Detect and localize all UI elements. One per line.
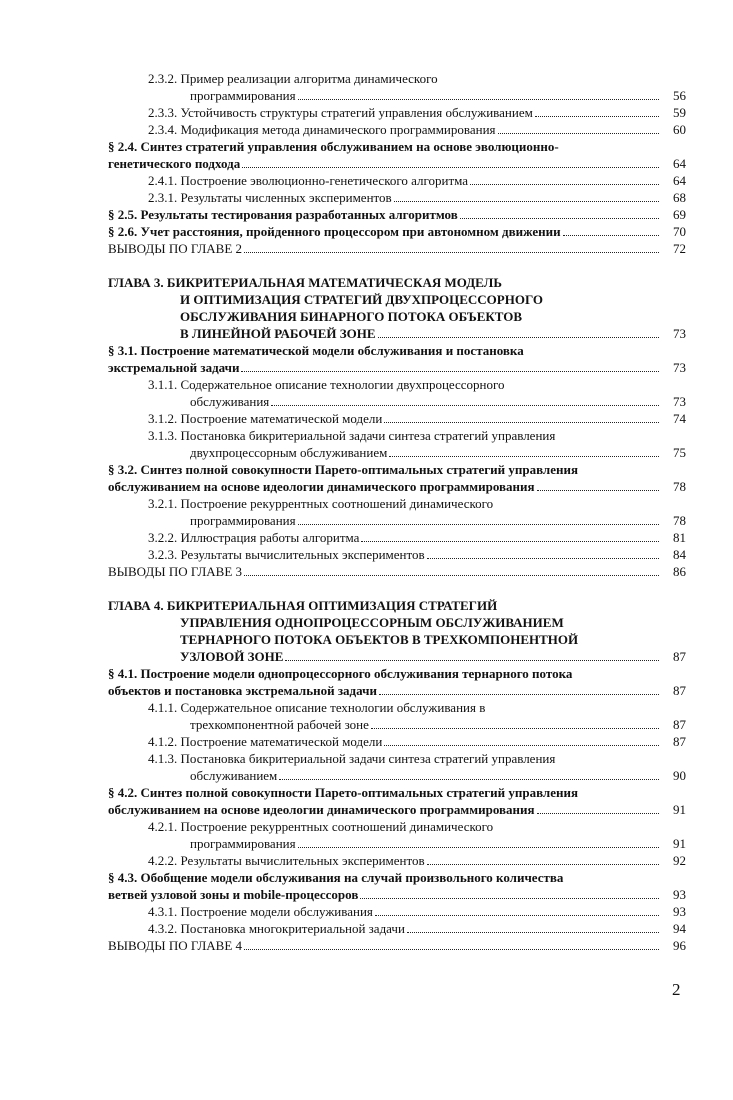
toc-entry-title: В ЛИНЕЙНОЙ РАБОЧЕЙ ЗОНЕ (180, 326, 376, 341)
toc-page-number: 75 (673, 445, 686, 460)
dot-leader (427, 864, 659, 865)
dot-leader (563, 235, 659, 236)
toc-entry-line: § 4.2. Синтез полной совокупности Парето-оптимальных стратегий управления (108, 785, 579, 800)
toc-entry (108, 665, 686, 699)
toc-page-number: 94 (673, 921, 686, 936)
toc-page-number: 73 (673, 326, 686, 341)
toc-entry-line: § 3.1. Построение математической модели обслуживания и постановка (108, 343, 524, 358)
toc-entry (108, 138, 686, 172)
dot-leader (378, 337, 660, 338)
toc-entry-line: § 2.4. Синтез стратегий управления обслуживанием на основе эволюционно- (108, 139, 559, 154)
toc-page-number: 59 (673, 105, 686, 120)
toc-entry-title: 4.1.2. Построение математической модели (148, 734, 383, 749)
toc-entry (108, 121, 686, 138)
toc-entry (108, 104, 686, 121)
toc-entry (108, 274, 686, 342)
toc-leader-line (108, 563, 686, 580)
toc-entry (108, 563, 686, 580)
toc-leader-line (148, 920, 686, 937)
toc-page-number: 56 (673, 88, 686, 103)
toc-page-number: 78 (673, 513, 686, 528)
toc-entry (108, 818, 686, 852)
dot-leader (371, 728, 659, 729)
toc-entry (108, 937, 686, 954)
toc-entry-title: § 2.5. Результаты тестирования разработанных алгоритмов (108, 207, 458, 222)
dot-leader (298, 524, 659, 525)
toc-entry (108, 852, 686, 869)
toc-entry-line: ОБСЛУЖИВАНИЯ БИНАРНОГО ПОТОКА ОБЪЕКТОВ (180, 309, 523, 324)
toc-page-number: 74 (673, 411, 686, 426)
toc-entry-title: обслуживанием на основе идеологии динамического программирования (108, 802, 535, 817)
toc-entry-title: ВЫВОДЫ ПО ГЛАВЕ 3 (108, 564, 243, 579)
toc-entry-line: § 4.1. Построение модели однопроцессорного обслуживания тернарного потока (108, 666, 573, 681)
toc-leader-line (148, 393, 686, 410)
spacer (108, 580, 686, 597)
toc-page-number: 87 (673, 649, 686, 664)
dot-leader (279, 779, 659, 780)
toc-entry-title: программирования (190, 836, 296, 851)
toc-entry-line: 4.2.1. Построение рекуррентных соотношений динамического (148, 819, 494, 834)
toc-leader-line (148, 529, 686, 546)
toc-entry (108, 410, 686, 427)
toc-entry-line: 3.2.1. Построение рекуррентных соотношений динамического (148, 496, 494, 511)
dot-leader (537, 490, 659, 491)
dot-leader (394, 201, 659, 202)
toc-page-number: 68 (673, 190, 686, 205)
toc-page-number: 84 (673, 547, 686, 562)
toc-leader-line (148, 733, 686, 750)
toc-page-number: 93 (673, 904, 686, 919)
toc-entry-title: ВЫВОДЫ ПО ГЛАВЕ 2 (108, 241, 243, 256)
dot-leader (384, 422, 659, 423)
dot-leader (427, 558, 659, 559)
table-of-contents (108, 70, 686, 954)
toc-leader-line (148, 767, 686, 784)
toc-leader-line (108, 206, 686, 223)
toc-leader-line (148, 189, 686, 206)
dot-leader (389, 456, 659, 457)
toc-entry-title: § 2.6. Учет расстояния, пройденного процессором при автономном движении (108, 224, 561, 239)
dot-leader (241, 371, 659, 372)
toc-entry-title: 3.2.3. Результаты вычислительных экспериментов (148, 547, 425, 562)
toc-page-number: 72 (673, 241, 686, 256)
toc-entry-line: ГЛАВА 4. БИКРИТЕРИАЛЬНАЯ ОПТИМИЗАЦИЯ СТРАТЕГИЙ (108, 598, 498, 613)
toc-leader-line (148, 104, 686, 121)
dot-leader (460, 218, 659, 219)
toc-entry-title: трехкомпонентной рабочей зоне (190, 717, 369, 732)
toc-entry (108, 920, 686, 937)
toc-entry-title: программирования (190, 88, 296, 103)
toc-page-number: 64 (673, 156, 686, 171)
toc-entry-title: 4.2.2. Результаты вычислительных экспериментов (148, 853, 425, 868)
toc-page-number: 87 (673, 734, 686, 749)
toc-leader-line (108, 682, 686, 699)
toc-leader-line (108, 801, 686, 818)
toc-page-number: 81 (673, 530, 686, 545)
toc-page-number: 64 (673, 173, 686, 188)
toc-leader-line (108, 648, 686, 665)
dot-leader (537, 813, 659, 814)
toc-entry-line: ТЕРНАРНОГО ПОТОКА ОБЪЕКТОВ В ТРЕХКОМПОНЕНТНОЙ (180, 632, 579, 647)
dot-leader (360, 898, 659, 899)
toc-entry (108, 342, 686, 376)
toc-entry (108, 699, 686, 733)
dot-leader (361, 541, 659, 542)
dot-leader (298, 99, 659, 100)
spacer (108, 257, 686, 274)
toc-page-number: 91 (673, 836, 686, 851)
toc-page-number: 60 (673, 122, 686, 137)
dot-leader (407, 932, 659, 933)
toc-entry-title: программирования (190, 513, 296, 528)
toc-leader-line (148, 716, 686, 733)
toc-leader-line (148, 121, 686, 138)
toc-page-number: 70 (673, 224, 686, 239)
dot-leader (242, 167, 659, 168)
toc-entry-title: 2.3.3. Устойчивость структуры стратегий управления обслуживанием (148, 105, 533, 120)
toc-entry (108, 70, 686, 104)
toc-entry (108, 903, 686, 920)
toc-entry-title: обслуживанием на основе идеологии динамического программирования (108, 479, 535, 494)
toc-entry (108, 461, 686, 495)
toc-leader-line (108, 359, 686, 376)
toc-entry-line: ГЛАВА 3. БИКРИТЕРИАЛЬНАЯ МАТЕМАТИЧЕСКАЯ МОДЕЛЬ (108, 275, 502, 290)
toc-leader-line (108, 223, 686, 240)
toc-entry-title: 2.3.1. Результаты численных экспериментов (148, 190, 392, 205)
toc-entry-title: объектов и постановка экстремальной задачи (108, 683, 377, 698)
toc-page-number: 73 (673, 360, 686, 375)
dot-leader (285, 660, 659, 661)
toc-entry-line: 4.1.1. Содержательное описание технологии обслуживания в (148, 700, 486, 715)
toc-page-number: 69 (673, 207, 686, 222)
toc-page-number: 87 (673, 683, 686, 698)
toc-entry (108, 240, 686, 257)
toc-entry-line: § 3.2. Синтез полной совокупности Парето-оптимальных стратегий управления (108, 462, 579, 477)
dot-leader (271, 405, 659, 406)
toc-page-number: 78 (673, 479, 686, 494)
toc-entry (108, 495, 686, 529)
dot-leader (244, 252, 659, 253)
toc-entry (108, 750, 686, 784)
toc-entry-title: 4.3.1. Построение модели обслуживания (148, 904, 373, 919)
dot-leader (384, 745, 659, 746)
toc-page-number: 91 (673, 802, 686, 817)
toc-leader-line (108, 240, 686, 257)
toc-leader-line (148, 172, 686, 189)
toc-entry-line: 2.3.2. Пример реализации алгоритма динамического (148, 71, 438, 86)
toc-entry-title: генетического подхода (108, 156, 241, 171)
toc-leader-line (108, 155, 686, 172)
dot-leader (298, 847, 659, 848)
toc-entry-line: УПРАВЛЕНИЯ ОДНОПРОЦЕССОРНЫМ ОБСЛУЖИВАНИЕМ (180, 615, 564, 630)
toc-page-number: 93 (673, 887, 686, 902)
toc-leader-line (108, 937, 686, 954)
toc-entry-line: 4.1.3. Постановка бикритериальной задачи синтеза стратегий управления (148, 751, 556, 766)
toc-entry-line: § 4.3. Обобщение модели обслуживания на случай произвольного количества (108, 870, 564, 885)
toc-entry-title: ВЫВОДЫ ПО ГЛАВЕ 4 (108, 938, 243, 953)
toc-entry-title: двухпроцессорным обслуживанием (190, 445, 388, 460)
toc-entry-title: ветвей узловой зоны и mobile-процессоров (108, 887, 359, 902)
toc-page-number: 92 (673, 853, 686, 868)
toc-leader-line (148, 410, 686, 427)
toc-entry (108, 546, 686, 563)
toc-entry-title: 2.4.1. Построение эволюционно-генетического алгоритма (148, 173, 469, 188)
toc-entry (108, 172, 686, 189)
toc-page-number: 96 (673, 938, 686, 953)
dot-leader (375, 915, 659, 916)
toc-entry (108, 529, 686, 546)
toc-entry-title: 3.1.2. Построение математической модели (148, 411, 383, 426)
toc-entry-title: 2.3.4. Модификация метода динамического программирования (148, 122, 496, 137)
toc-entry-line: 3.1.1. Содержательное описание технологии двухпроцессорного (148, 377, 505, 392)
toc-leader-line (108, 886, 686, 903)
toc-entry (108, 427, 686, 461)
toc-entry (108, 376, 686, 410)
toc-entry-title: УЗЛОВОЙ ЗОНЕ (180, 649, 284, 664)
toc-page-number: 73 (673, 394, 686, 409)
toc-leader-line (148, 512, 686, 529)
toc-leader-line (148, 444, 686, 461)
toc-page-number: 86 (673, 564, 686, 579)
toc-leader-line (108, 325, 686, 342)
dot-leader (244, 949, 659, 950)
toc-entry-title: 4.3.2. Постановка многокритериальной задачи (148, 921, 405, 936)
toc-entry-line: 3.1.3. Постановка бикритериальной задачи синтеза стратегий управления (148, 428, 556, 443)
toc-entry-line: И ОПТИМИЗАЦИЯ СТРАТЕГИЙ ДВУХПРОЦЕССОРНОГО (180, 292, 544, 307)
toc-entry (108, 733, 686, 750)
toc-entry-title: обслуживанием (190, 768, 278, 783)
toc-page-number: 90 (673, 768, 686, 783)
toc-entry (108, 869, 686, 903)
toc-leader-line (108, 478, 686, 495)
toc-leader-line (148, 835, 686, 852)
toc-leader-line (148, 903, 686, 920)
toc-leader-line (148, 852, 686, 869)
toc-entry (108, 206, 686, 223)
page-number: 2 (672, 980, 681, 999)
toc-leader-line (148, 546, 686, 563)
dot-leader (470, 184, 659, 185)
toc-entry (108, 189, 686, 206)
dot-leader (379, 694, 659, 695)
toc-leader-line (148, 87, 686, 104)
dot-leader (244, 575, 659, 576)
toc-entry (108, 223, 686, 240)
toc-entry-title: экстремальной задачи (108, 360, 240, 375)
toc-entry-title: обслуживания (190, 394, 270, 409)
toc-page-number: 87 (673, 717, 686, 732)
dot-leader (498, 133, 659, 134)
toc-entry (108, 784, 686, 818)
dot-leader (535, 116, 659, 117)
toc-entry-title: 3.2.2. Иллюстрация работы алгоритма (148, 530, 360, 545)
toc-entry (108, 597, 686, 665)
